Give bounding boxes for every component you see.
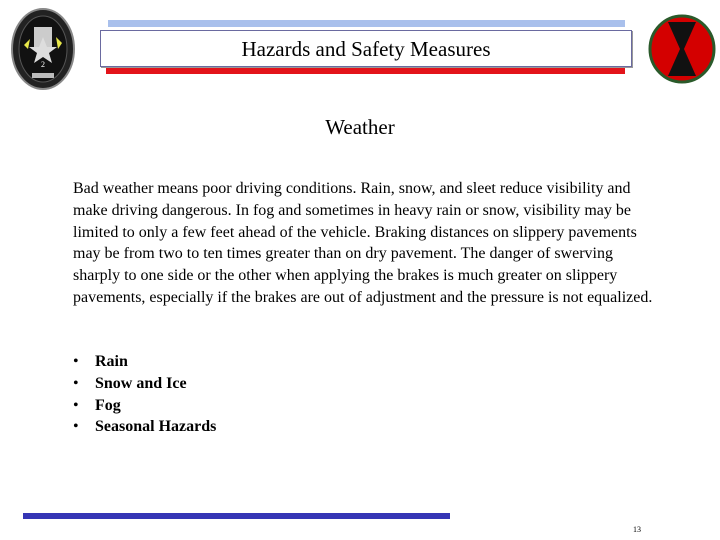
- bullet-icon: •: [73, 418, 79, 436]
- bullet-icon: •: [73, 374, 79, 392]
- bullet-text: Snow and Ice: [95, 374, 187, 392]
- bullet-icon: •: [73, 353, 79, 370]
- list-item: [73, 373, 216, 395]
- page-number: 13: [633, 525, 641, 534]
- slide-title: Hazards and Safety Measures: [100, 30, 632, 67]
- list-item: [73, 416, 216, 438]
- bullet-text: Fog: [95, 396, 121, 414]
- top-accent-bar: [108, 20, 625, 27]
- body-paragraph: Bad weather means poor driving conditions. Rain, snow, and sleet reduce visibility and make driving dangerous. In fog and sometimes in heavy rain or snow, visibility may be limited to only a few feet ahead of the vehicle. Braking distances on slippery pavements may be from two to ten times greater than on dry pavement. The danger of swerving sharply to one side or the other when applying the brakes is much greater on slippery pavements, especially if the brakes are out of adjustment and the pressure is not equalized.: [73, 180, 653, 306]
- list-item: [73, 395, 216, 417]
- bullet-text: Seasonal Hazards: [95, 418, 217, 436]
- section-heading: Weather: [325, 115, 395, 139]
- svg-text:2: 2: [41, 60, 45, 69]
- right-division-hourglass-logo: [648, 14, 716, 84]
- left-unit-insignia-logo: [10, 7, 76, 91]
- list-item: [73, 351, 216, 373]
- bullet-list: [73, 351, 216, 438]
- bullet-icon: •: [73, 396, 79, 414]
- bullet-text: Rain: [95, 353, 128, 370]
- bottom-accent-bar: [23, 513, 450, 519]
- red-accent-bar: [106, 68, 625, 74]
